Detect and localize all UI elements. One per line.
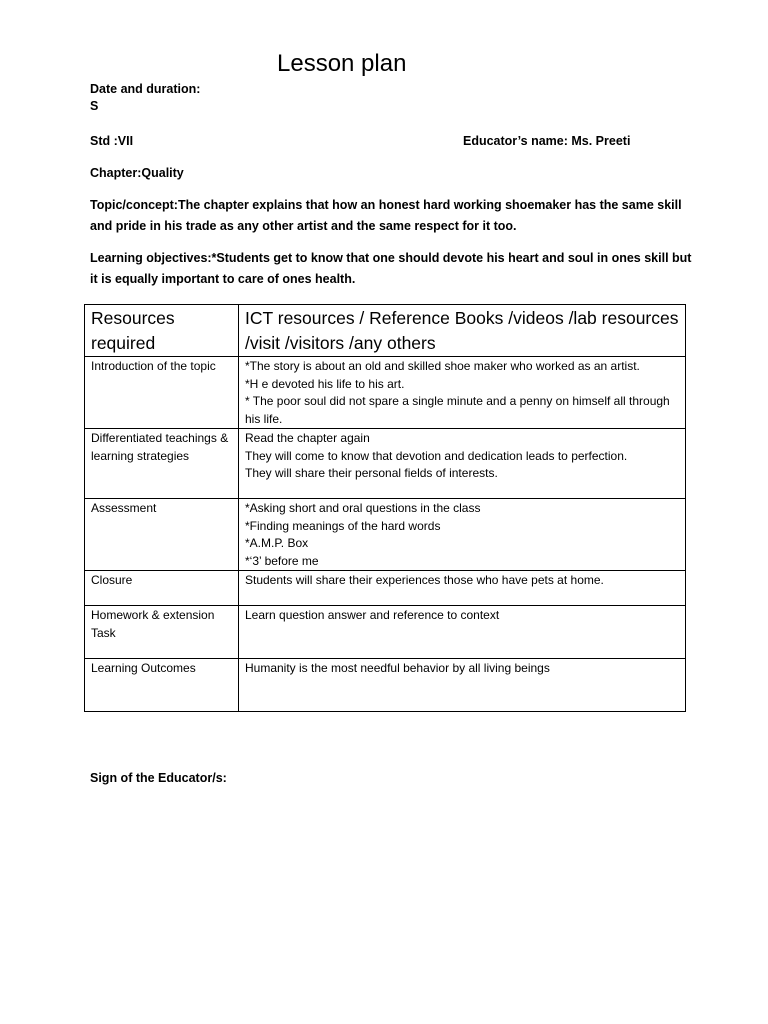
date-duration-value: S (90, 99, 99, 113)
row-line: *Asking short and oral questions in the class (245, 501, 481, 515)
educator-name: Educator’s name: Ms. Preeti (463, 134, 631, 148)
table-row (85, 429, 686, 499)
row-line: Humanity is the most needful behavior by all living beings (245, 661, 550, 675)
row-content (239, 606, 686, 659)
row-line: *The story is about an old and skilled shoe maker who worked as an artist. (245, 359, 640, 373)
chapter-field: Chapter:Quality (90, 166, 184, 180)
row-label: Learning Outcomes (85, 659, 239, 712)
table-header-row (85, 305, 686, 357)
educator-signature-label: Sign of the Educator/s: (90, 771, 227, 785)
table-row (85, 606, 686, 659)
row-line: Read the chapter again (245, 431, 370, 445)
row-content (239, 571, 686, 606)
row-content (239, 659, 686, 712)
header-ict-cell: ICT resources / Reference Books /videos /lab resources /visit /visitors /any others (239, 305, 686, 357)
row-line: They will share their personal fields of interests. (245, 466, 498, 480)
row-content (239, 499, 686, 571)
row-label: Closure (85, 571, 239, 606)
date-duration-label: Date and duration: (90, 82, 201, 96)
page-title: Lesson plan (277, 50, 407, 77)
topic-line-1: Topic/concept:The chapter explains that how an honest hard working shoemaker has the same skill (90, 198, 682, 212)
table-row (85, 357, 686, 429)
table-row (85, 499, 686, 571)
row-content (239, 357, 686, 429)
header-resources-cell: Resources required (85, 305, 239, 357)
lesson-plan-table (84, 304, 686, 712)
std-field: Std :VII (90, 134, 134, 148)
row-line: *H e devoted his life to his art. (245, 376, 405, 391)
row-label: Assessment (85, 499, 239, 571)
row-label: Differentiated teachings & learning strategies (85, 429, 239, 499)
row-line: Students will share their experiences those who have pets at home. (245, 573, 604, 587)
row-line: *A.M.P. Box (245, 536, 309, 550)
row-line: *Finding meanings of the hard words (245, 518, 441, 533)
row-line: * The poor soul did not spare a single minute and a penny on himself all through his life. (245, 394, 670, 426)
row-content (239, 429, 686, 499)
objectives-line-1: Learning objectives:*Students get to know that one should devote his heart and soul in ones skill but (90, 251, 692, 265)
objectives-line-2: it is equally important to care of ones health. (90, 272, 356, 286)
table-row (85, 659, 686, 712)
row-line: Learn question answer and reference to context (245, 608, 500, 622)
row-line: They will come to know that devotion and dedication leads to perfection. (245, 448, 628, 463)
row-label: Homework & extension Task (85, 606, 239, 659)
row-line: *‘3’ before me (245, 553, 319, 568)
row-label: Introduction of the topic (85, 357, 239, 429)
table-row (85, 571, 686, 606)
topic-line-2: and pride in his trade as any other artist and the same respect for it too. (90, 219, 517, 233)
